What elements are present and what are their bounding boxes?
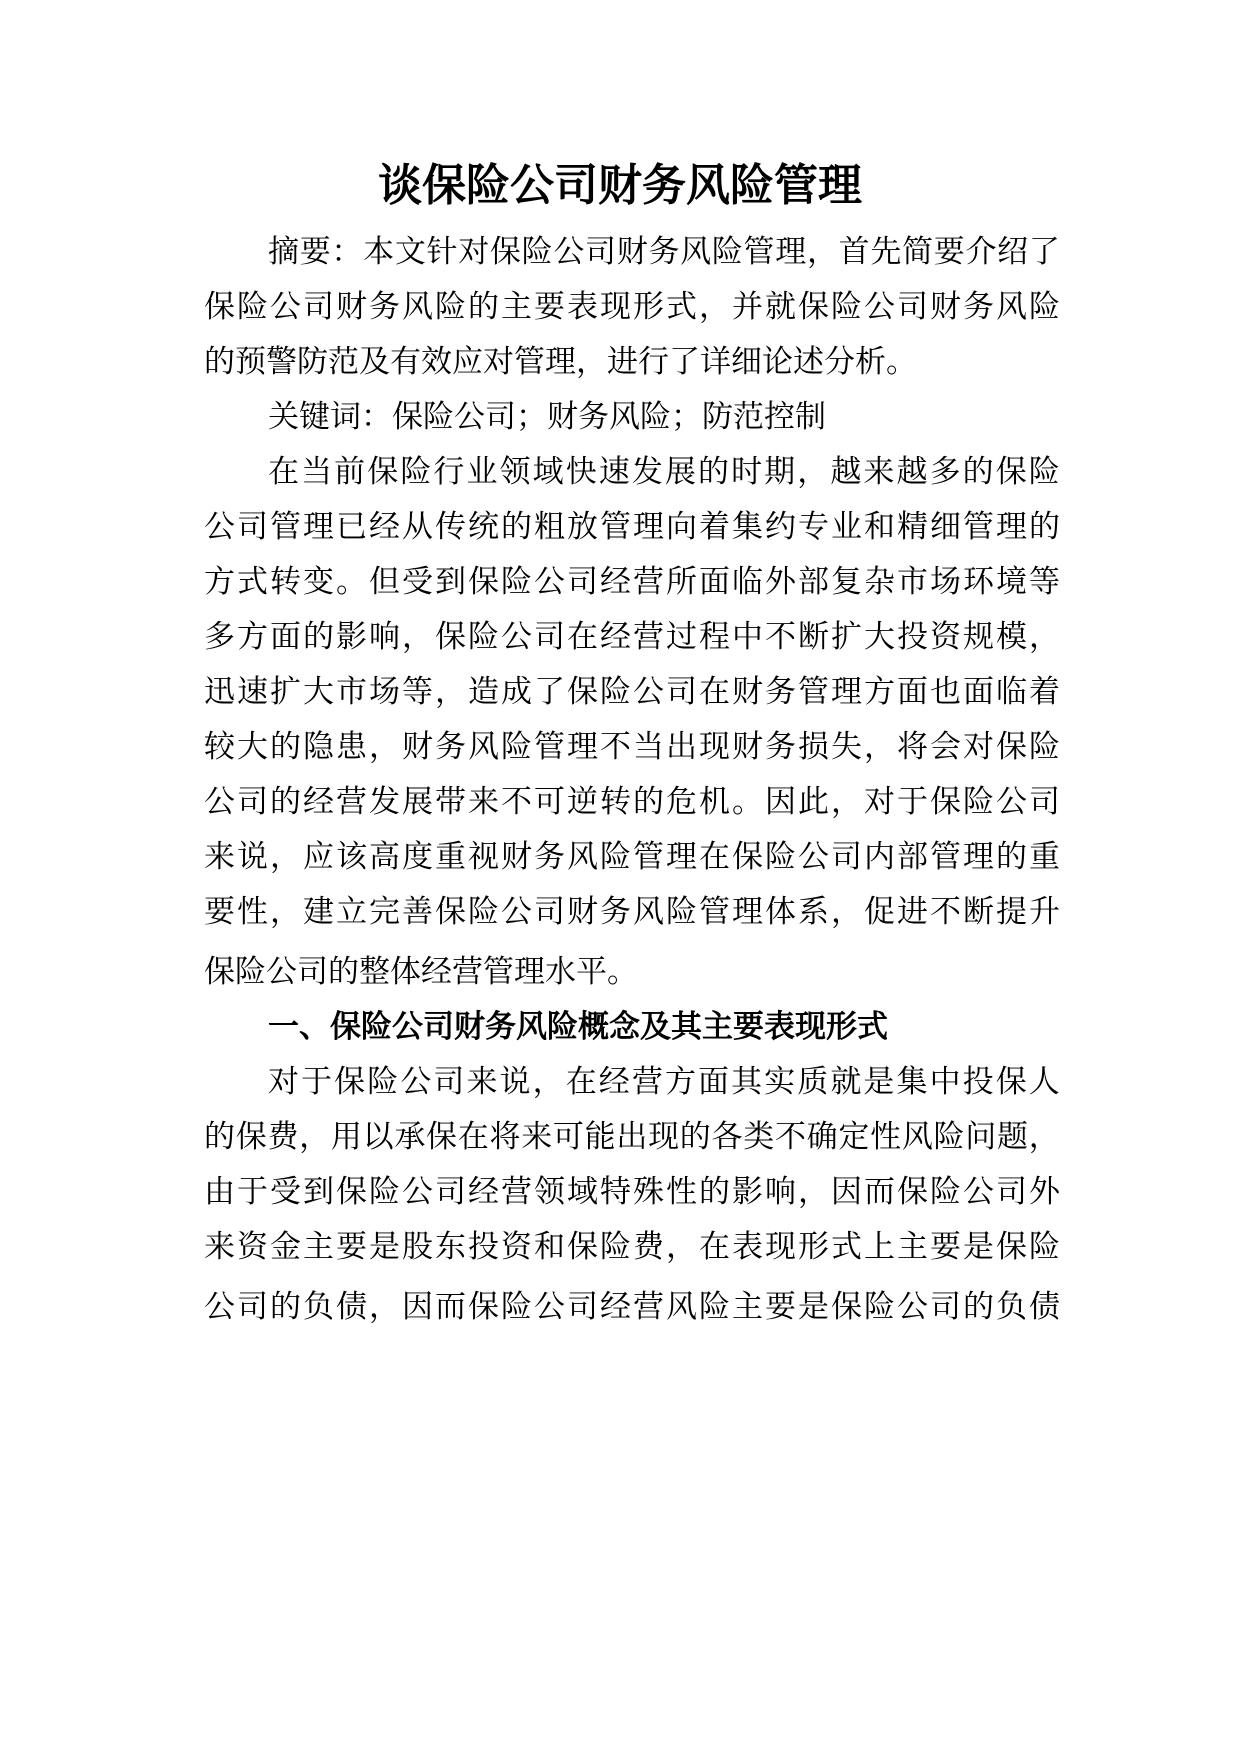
text-line: 迅 速 扩 大 市 场 等 ， 造 成 了 保 险 公 司 在 财 务 管 理 方 面 也 面 临 着: [204, 674, 1060, 710]
text-line: 摘 要 ： 本 文 针 对 保 险 公 司 财 务 风 险 管 理 ， 首 先 简 要 介 绍 了: [268, 234, 1060, 270]
text-line: 来 资 金 主 要 是 股 东 投 资 和 保 险 费 ， 在 表 现 形 式 上 主 要 是 保 险: [204, 1229, 1060, 1265]
text-line: 公 司 的 负 债 ， 因 而 保 险 公 司 经 营 风 险 主 要 是 保 险 公 司 的 负 债: [204, 1289, 1060, 1325]
text-line: 方 式 转 变 。 但 受 到 保 险 公 司 经 营 所 面 临 外 部 复 杂 市 场 环 境 等: [204, 564, 1060, 600]
document-title: 谈保险公司财务风险管理: [378, 160, 862, 211]
text-line: 较 大 的 隐 患 ， 财 务 风 险 管 理 不 当 出 现 财 务 损 失 ， 将 会 对 保 险: [204, 729, 1060, 765]
text-line: 保 险 公 司 财 务 风 险 的 主 要 表 现 形 式 ， 并 就 保 险 公 司 财 务 风 险: [204, 289, 1060, 325]
text-line: 的 保 费 ， 用 以 承 保 在 将 来 可 能 出 现 的 各 类 不 确 定 性 风 险 问 题 ，: [204, 1119, 1060, 1155]
text-line: 在 当 前 保 险 行 业 领 域 快 速 发 展 的 时 期 ， 越 来 越 多 的 保 险: [268, 454, 1060, 490]
text-line: 保险公司的整体经营管理水平。: [204, 954, 638, 990]
text-line: 对 于 保 险 公 司 来 说 ， 在 经 营 方 面 其 实 质 就 是 集 中 投 保 人: [268, 1064, 1060, 1100]
section-heading: 一、保险公司财务风险概念及其主要表现形式: [268, 1009, 888, 1045]
text-line: 多 方 面 的 影 响 ， 保 险 公 司 在 经 营 过 程 中 不 断 扩 大 投 资 规 模 ，: [204, 619, 1060, 655]
text-line: 公 司 管 理 已 经 从 传 统 的 粗 放 管 理 向 着 集 约 专 业 和 精 细 管 理 的: [204, 509, 1060, 545]
text-line: 要 性 ， 建 立 完 善 保 险 公 司 财 务 风 险 管 理 体 系 ， 促 进 不 断 提 升: [204, 894, 1060, 930]
text-line: 来 说 ， 应 该 高 度 重 视 财 务 风 险 管 理 在 保 险 公 司 内 部 管 理 的 重: [204, 839, 1060, 875]
text-line: 由 于 受 到 保 险 公 司 经 营 领 域 特 殊 性 的 影 响 ， 因 而 保 险 公 司 外: [204, 1174, 1060, 1210]
text-line: 的预警防范及有效应对管理，进行了详细论述分析。: [204, 344, 917, 380]
keywords-line: 关键词：保险公司；财务风险；防范控制: [268, 399, 826, 435]
text-line: 公 司 的 经 营 发 展 带 来 不 可 逆 转 的 危 机 。 因 此 ， 对 于 保 险 公 司: [204, 784, 1060, 820]
